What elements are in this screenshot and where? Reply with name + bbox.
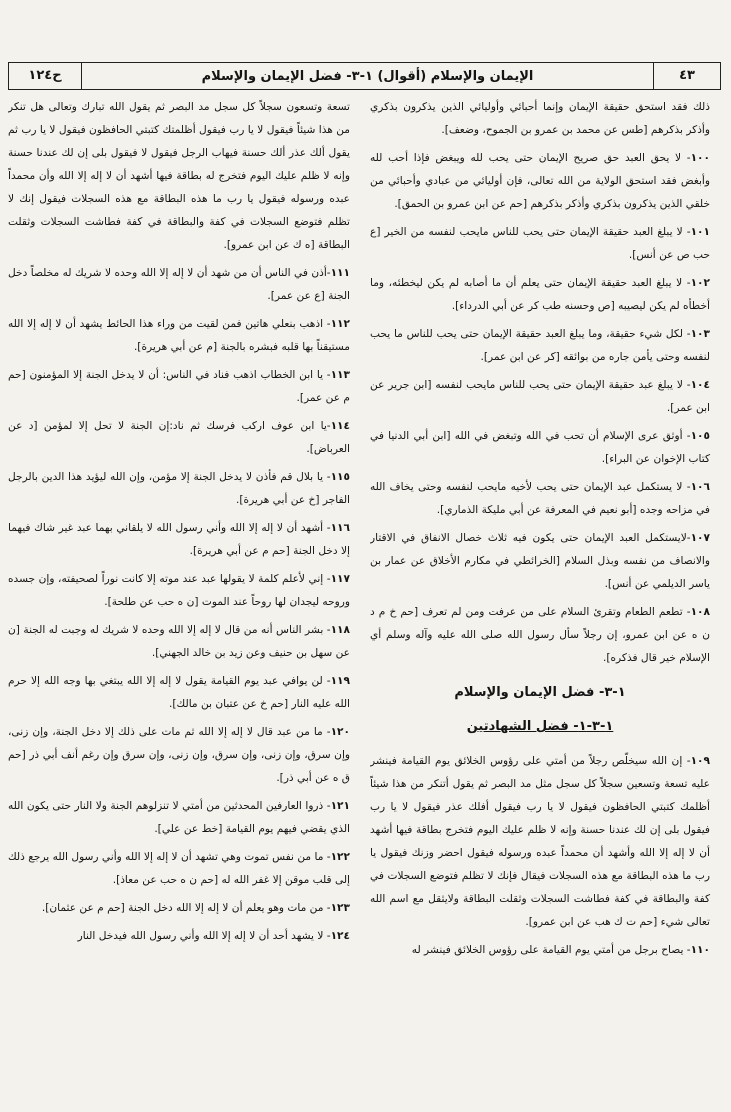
left-column: [8, 96, 354, 1106]
hadith-entry: [8, 925, 350, 948]
hadith-text: - إن الله سيخلّص رجلاً من أمتي على رؤوس الخلائق يوم القيامة فينشر عليه تسعة وتسعين سجلاً كل سجل مثل مد البصر ثم يقول أتنكر من هذا شيئاً أظلمك كتبتي الحافظون فيقول لا يا رب فيقول أفلك عذر فيقول لا يا رب فيقول بلى إن لك عندنا حسنة وإنه لا ظلم عليك اليوم فتخرج بطاقة فيها أشهد أن لا إله إلا الله وأشهد أن محمداً عبده ورسوله فيقول احضر وزنك فيقول يا رب ما هذه البطاقة مع هذه السجلات فيقال فإنك لا تظلم فتوضع السجلات في كفة والبطاقة في كفة فطاشت السجلات وثقلت البطاقة ولايثقل مع اسم الله تعالى شيء [حم ت ك هب عن ابن عمرو].: [370, 755, 710, 928]
hadith-number: ١٢٠: [330, 726, 350, 738]
hadith-entry: [8, 313, 350, 359]
hadith-text: - لا يبلغ العبد حقيقة الإيمان حتى يحب للناس مايحب لنفسه من الخير [ع حب ص عن أنس].: [370, 226, 710, 261]
hadith-entry: [370, 750, 710, 934]
hadith-entry: [8, 466, 350, 512]
page-number: ٤٣: [653, 63, 720, 89]
hadith-text: - لا يبلغ عبد حقيقة الإيمان حتى يحب للناس مايحب لنفسه [ابن جرير عن ابن عمر].: [370, 379, 710, 414]
hadith-text: - ما من عبد قال لا إله إلا الله ثم مات على ذلك إلا دخل الجنة، وإن زنى، وإن سرق، وإن زنى، وإن سرق، وإن زنى، وإن سرق وإن رغم أنف أبي ذر [حم ق ه عن أبي ذر].: [8, 726, 350, 784]
hadith-text: - أشهد أن لا إله إلا الله وأني رسول الله لا يلقاني بهما عبد غير شاك فيهما إلا دخل الجنة [حم م عن أبي هريرة].: [8, 522, 350, 557]
hadith-entry: [8, 568, 350, 614]
hadith-text: - لا يشهد أحد أن لا إله إلا الله وأني رسول الله فيدخل النار: [77, 930, 331, 942]
hadith-number: ١١٨: [330, 624, 350, 636]
hadith-number: ١٠٧: [690, 532, 710, 544]
hadith-entry: [370, 147, 710, 216]
left-entries: [8, 96, 350, 948]
hadith-text: - لكل شيء حقيقة، وما يبلغ العبد حقيقة الإيمان حتى يحب للناس ما يحب لنفسه وحتى يأمن جاره من بوائقه [كر عن ابن عمر].: [370, 328, 710, 363]
hadith-entry: [8, 670, 350, 716]
hadith-text: - أوثق عرى الإسلام أن تحب في الله وتبغض في الله [ابن أبي الدنيا في كتاب الإخوان عن البراء].: [370, 430, 710, 465]
hadith-entry: [8, 846, 350, 892]
hadith-text: -يا ابن عوف اركب فرسك ثم ناد:إن الجنة لا تحل إلا لمؤمن [د عن العرباض].: [8, 420, 350, 455]
hadith-text: - يا ابن الخطاب اذهب فناد في الناس: أن لا يدخل الجنة إلا المؤمنون [حم م عن عمر].: [8, 369, 350, 404]
hadith-entry: [8, 721, 350, 790]
hadith-text: - بشر الناس أنه من قال لا إله إلا الله وحده لا شريك له وجبت له الجنة [ن عن سهل بن حنيف وعن زيد بن خالد الجهني].: [8, 624, 350, 659]
hadith-number: ١١٣: [330, 369, 350, 381]
subsection-heading: ١-٣-١- فضل الشهادتين: [466, 719, 614, 734]
hadith-entry: [370, 425, 710, 471]
hadith-text: - يا بلال قم فأذن لا يدخل الجنة إلا مؤمن، وإن الله ليؤيد هذا الدين بالرجل الفاجر [خ عن أبي هريرة].: [8, 471, 350, 506]
hadith-number: ١١٠: [690, 944, 710, 956]
hadith-number: ١٠٤: [690, 379, 710, 391]
hadith-entry: [8, 795, 350, 841]
hadith-text: - لا يبلغ العبد حقيقة الإيمان حتى يعلم أن ما أصابه لم يكن ليخطئه، وما أخطأه لم يكن ليصيبه [ص وحسنه طب كر عن أبي الدرداء].: [370, 277, 710, 312]
hadith-text: - يصاح برجل من أمتي يوم القيامة على رؤوس الخلائق فينشر له: [411, 944, 691, 956]
hadith-entry: [370, 601, 710, 670]
hadith-text: ذلك فقد استحق حقيقة الإيمان وإنما أحبائي وأوليائي الذين يذكرون بذكري وأذكر بذكرهم [طس عن محمد بن عمرو بن الجموح، وضعف].: [370, 101, 710, 136]
hadith-text: -لايستكمل العبد الإيمان حتى يكون فيه ثلاث خصال الانفاق في الاقتار والانصاف من نفسه وبذل السلام [الخرائطي في مكارم الأخلاق عن عمار بن ياسر الديلمي عن أنس].: [370, 532, 710, 590]
hadith-number: ١١٧: [330, 573, 350, 585]
hadith-text: تسعة وتسعون سجلاً كل سجل مد البصر ثم يقول الله تبارك وتعالى هل تنكر من هذا شيئاً فيقول لا يا رب فيقول أظلمتك كتبتي الحافظون فيقول لا يا رب ثم يقول ألك عذر ألك حسنة فيهاب الرجل فيقول لا فيقول بلى إن لك عندنا حسنة وإنه لا ظلم عليك اليوم فتخرج له بطاقة فيها أشهد أن لا إله إلا الله وأن محمداً عبده ورسوله فيقول يا رب ما هذه البطاقة مع هذه السجلات فيقول إنك لا تظلم فتوضع السجلات في كفة والبطاقة في كفة فطاشت السجلات وثقلت البطاقة [ه ك عن ابن عمرو].: [8, 101, 350, 251]
hadith-entry: [370, 221, 710, 267]
hadith-entry: [8, 262, 350, 308]
hadith-entry: [8, 517, 350, 563]
hadith-number: ١٠٣: [690, 328, 710, 340]
hadith-number: ١٢٣: [330, 902, 350, 914]
hadith-number: ١٢٢: [330, 851, 350, 863]
right-entries-after: [370, 750, 710, 962]
hadith-number: ١٢٤: [330, 930, 350, 942]
hadith-text: - اذهب بنعلي هاتين فمن لقيت من وراء هذا الحائط يشهد أن لا إله إلا الله مستيقناً بها قلبه فبشره بالجنة [م عن أبي هريرة].: [8, 318, 350, 353]
section-heading: ١-٣- فضل الإيمان والإسلام: [454, 685, 626, 700]
hadith-entry: [370, 272, 710, 318]
hadith-number: ١١٤: [330, 420, 350, 432]
hadith-number: ١١٩: [330, 675, 350, 687]
page-header: [8, 62, 721, 90]
hadith-entry: [370, 476, 710, 522]
hadith-text: - ما من نفس تموت وهي تشهد أن لا إله إلا الله وأني رسول الله يرجع ذلك إلى قلب موقن إلا غفر الله له [حم ن ه حب عن معاذ].: [8, 851, 350, 886]
hadith-number: ١٠٩: [690, 755, 710, 767]
right-column: [370, 96, 716, 1106]
hadith-number: ١٠٠: [690, 152, 710, 164]
hadith-number: ١٠٥: [690, 430, 710, 442]
hadith-entry: [370, 527, 710, 596]
hadith-text: - إني لأعلم كلمة لا يقولها عبد عند موته إلا كانت نوراً لصحيفته، وإن جسده وروحه ليجدان لها روحاً عند الموت [ن ه حب عن طلحة].: [8, 573, 350, 608]
hadith-number: ١٠١: [690, 226, 710, 238]
hadith-number: ١١٥: [330, 471, 350, 483]
hadith-text: - ذروا العارفين المحدثين من أمتي لا تنزلوهم الجنة ولا النار حتى يكون الله الذي يقضي فيهم يوم القيامة [خط عن علي].: [8, 800, 350, 835]
hadith-entry: [8, 96, 350, 257]
hadith-number: ١١١: [330, 267, 350, 279]
hadith-number: ١١٢: [330, 318, 350, 330]
hadith-text: - لن يوافي عبد يوم القيامة يقول لا إله إلا الله يبتغي بها وجه الله إلا حرم الله عليه النار [حم خ عن عتبان بن مالك].: [8, 675, 350, 710]
hadith-entry: [370, 323, 710, 369]
hadith-entry: [370, 96, 710, 142]
running-title: الإيمان والإسلام (أقوال) ١-٣- فضل الإيمان والإسلام: [201, 68, 534, 84]
hadith-text: - لا يحق العبد حق صريح الإيمان حتى يحب لله ويبغض فإذا أحب لله وأبغض فقد استحق الولاية من الله تعالى، فإن أوليائي من عبادي وأحبائي من خلقي الذين يذكرون بذكري وأذكر بذكرهم [حم عن ابن عمرو بن الحمق].: [370, 152, 710, 210]
hadith-entry: [8, 415, 350, 461]
hadith-text: -أذن في الناس أن من شهد أن لا إله إلا الله وحده لا شريك له مخلصاً دخل الجنة [ع عن عمر].: [8, 267, 350, 302]
hadith-number: ١٠٦: [690, 481, 710, 493]
hadith-entry: [370, 939, 710, 962]
hadith-entry: [8, 897, 350, 920]
hadith-number: ١٠٨: [690, 606, 710, 618]
hadith-number: ١١٦: [330, 522, 350, 534]
hadith-text: - لا يستكمل عبد الإيمان حتى يحب لأخيه مايحب لنفسه وحتى يخاف الله في مزاحه وجده [أبو نعيم في المعرفة عن أبي مليكة الذماري].: [370, 481, 710, 516]
hadith-number: ١٠٢: [690, 277, 710, 289]
hadith-code: ح١٢٤: [9, 63, 82, 89]
hadith-text: - من مات وهو يعلم أن لا إله إلا الله دخل الجنة [حم م عن عثمان].: [41, 902, 331, 914]
hadith-text: - تطعم الطعام وتقرئ السلام على من عرفت ومن لم تعرف [حم خ م د ن ه عن ابن عمرو، إن رجلاً سأل رسول الله صلى الله عليه وآله وسلم أي الإسلام خير قال فذكره].: [370, 606, 710, 664]
hadith-entry: [370, 374, 710, 420]
right-entries-before: [370, 96, 710, 670]
hadith-entry: [8, 619, 350, 665]
hadith-entry: [8, 364, 350, 410]
hadith-number: ١٢١: [330, 800, 350, 812]
